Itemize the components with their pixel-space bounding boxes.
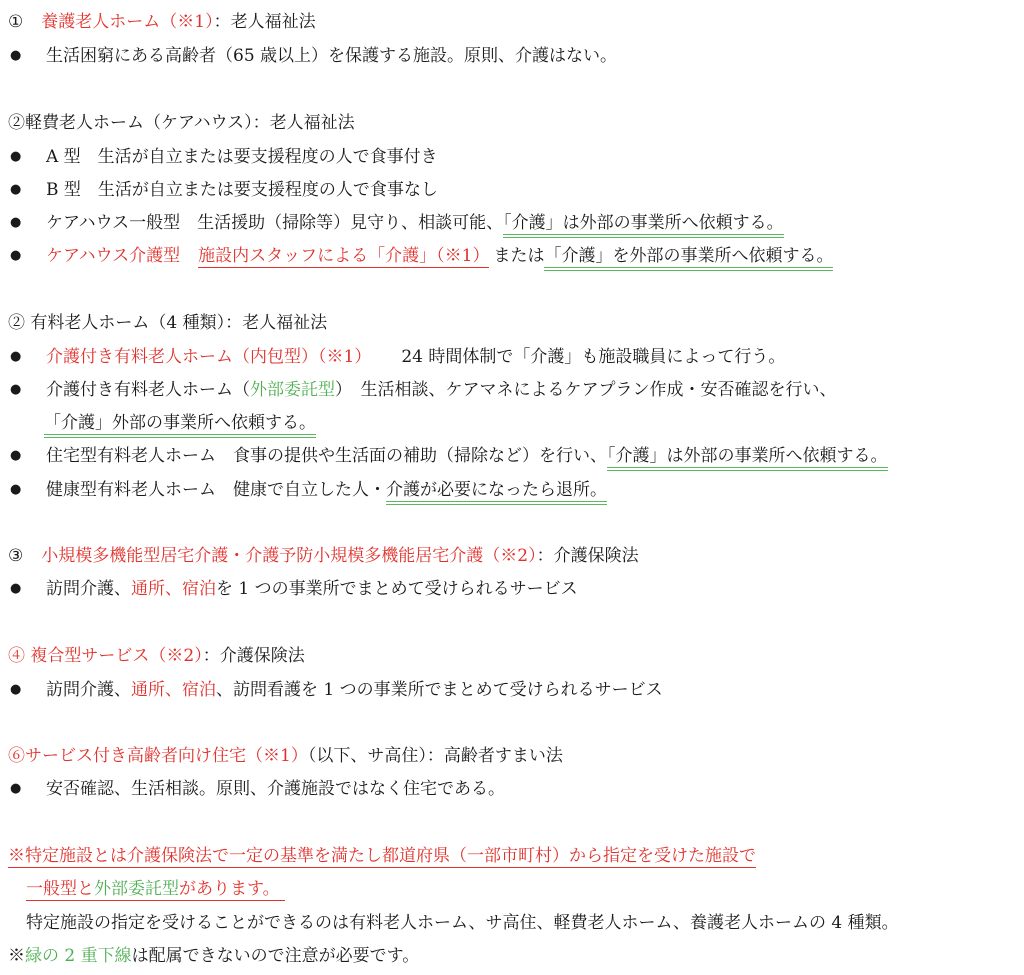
s3-item3: [8, 443, 888, 469]
s2-b-type-text: B 型 生活が自立または要支援程度の人で食事なし: [46, 180, 438, 200]
bullet-dot: ●: [10, 248, 22, 263]
s3-heading: [8, 310, 327, 336]
s3-item4-text: 健康型有料老人ホーム 健康で自立した人・: [46, 480, 386, 500]
s4-bullet-post: を 1 つの事業所でまとめて受けられるサービス: [216, 579, 578, 599]
note-4-green: 緑の 2 重下線: [25, 946, 132, 966]
s1-num: ①: [8, 12, 24, 32]
bullet-dot: ●: [10, 682, 22, 697]
s2-care-external: 「介護」を外部の事業所へ依頼する。: [544, 246, 833, 271]
s4-heading: [8, 543, 639, 569]
s2-general: [8, 210, 784, 236]
s3-item1: [8, 344, 785, 370]
s4-title: 小規模多機能型居宅介護・介護予防小規模多機能居宅介護（※2）: [41, 546, 537, 566]
bullet-dot: ●: [10, 581, 22, 596]
bullet-dot: ●: [10, 382, 22, 397]
s1-title: 養護老人ホーム（※1）: [41, 12, 214, 32]
bullet-dot: ●: [10, 448, 22, 463]
s2-a-type-text: A 型 生活が自立または要支援程度の人で食事付き: [46, 147, 438, 167]
s1-bullet: [8, 43, 617, 69]
s3-item3-external: 「介護」は外部の事業所へ依頼する。: [607, 446, 888, 471]
s3-item2-cont: [44, 410, 316, 436]
note-4-mark: ※: [8, 946, 25, 966]
s6-title: サービス付き高齢者向け住宅（※1）: [25, 746, 308, 766]
s2-b-type: [8, 177, 438, 203]
s4-bullet-pre: 訪問介護、: [46, 579, 131, 599]
note-4: [8, 943, 419, 969]
s2-care-inhouse: 施設内スタッフによる「介護」（※1）: [198, 246, 490, 266]
note-1: [8, 843, 756, 869]
s6-law: （以下、サ高住）：高齢者すまい法: [307, 746, 563, 766]
s2-heading: [8, 110, 355, 136]
bullet-dot: ●: [10, 215, 22, 230]
s5-title: ④ 複合型サービス（※2）: [8, 646, 203, 666]
s3-item2-green: 外部委託型: [250, 380, 335, 400]
s3-item4-exit: 介護が必要になったら退所。: [386, 480, 607, 505]
s3-item2-external: 「介護」外部の事業所へ依頼する。: [44, 413, 316, 438]
s3-item1-title: 介護付き有料老人ホーム（内包型）（※1）: [46, 347, 372, 367]
s1-heading: [8, 9, 316, 35]
note-1-text: ※特定施設とは介護保険法で一定の基準を満たし都道府県（一部市町村）から指定を受けた施設で: [8, 846, 756, 866]
s2-general-text: ケアハウス一般型 生活援助（掃除等）見守り、相談可能、: [46, 213, 504, 233]
s4-bullet: [8, 576, 578, 602]
note-3-text: 特定施設の指定を受けることができるのは有料老人ホーム、サ高住、軽費老人ホーム、養護老人ホームの 4 種類。: [26, 913, 899, 933]
s3-item1-text: 24 時間体制で「介護」も施設職員によって行う。: [401, 347, 786, 367]
note-2: [26, 876, 285, 902]
s3-item3-text: 住宅型有料老人ホーム 食事の提供や生活面の補助（掃除など）を行い、: [46, 446, 607, 466]
s5-bullet-red: 通所、宿泊: [131, 680, 216, 700]
s5-bullet-pre: 訪問介護、: [46, 680, 131, 700]
s2-care-or: または: [493, 246, 545, 266]
s3-item2: [8, 377, 837, 403]
note-2-and: と: [77, 879, 94, 899]
s4-bullet-red: 通所、宿泊: [131, 579, 216, 599]
s3-title: ② 有料老人ホーム（4 種類）：老人福祉法: [8, 313, 328, 333]
s2-title: ②軽費老人ホーム（ケアハウス）：老人福祉法: [8, 113, 355, 133]
bullet-dot: ●: [10, 349, 22, 364]
s2-general-underlined: 「介護」は外部の事業所へ依頼する。: [503, 213, 784, 238]
s3-item2-text: ） 生活相談、ケアマネによるケアプラン作成・安否確認を行い、: [335, 380, 837, 400]
s3-item2-title: 介護付き有料老人ホーム（: [46, 380, 250, 400]
note-2-general: 一般型: [26, 879, 77, 899]
s5-heading: [8, 643, 305, 669]
note-4-text: は配属できないので注意が必要です。: [131, 946, 420, 966]
s4-law: ：介護保険法: [536, 546, 639, 566]
bullet-dot: ●: [10, 149, 22, 164]
s4-num: ③: [8, 546, 24, 566]
s1-law: ：老人福祉法: [213, 12, 316, 32]
note-2-outsourced: 外部委託型: [94, 879, 179, 899]
bullet-dot: ●: [10, 482, 22, 497]
s6-bullet-text: 安否確認、生活相談。原則、介護施設ではなく住宅である。: [46, 779, 505, 799]
s6-num: ⑥: [8, 746, 25, 766]
note-3: [26, 910, 899, 936]
s6-heading: [8, 743, 563, 769]
note-2-tail: があります。: [179, 879, 280, 899]
s5-bullet: [8, 677, 663, 703]
s1-bullet-text: 生活困窮にある高齢者（65 歳以上）を保護する施設。原則、介護はない。: [46, 46, 618, 66]
bullet-dot: ●: [10, 781, 22, 796]
s3-item4: [8, 477, 607, 503]
s5-bullet-post: 、訪問看護を 1 つの事業所でまとめて受けられるサービス: [216, 680, 663, 700]
s2-care: [8, 243, 833, 269]
s5-law: ：介護保険法: [202, 646, 305, 666]
s6-bullet: [8, 776, 505, 802]
bullet-dot: ●: [10, 48, 22, 63]
s2-a-type: [8, 144, 438, 170]
bullet-dot: ●: [10, 182, 22, 197]
s2-care-title: ケアハウス介護型: [46, 246, 181, 266]
